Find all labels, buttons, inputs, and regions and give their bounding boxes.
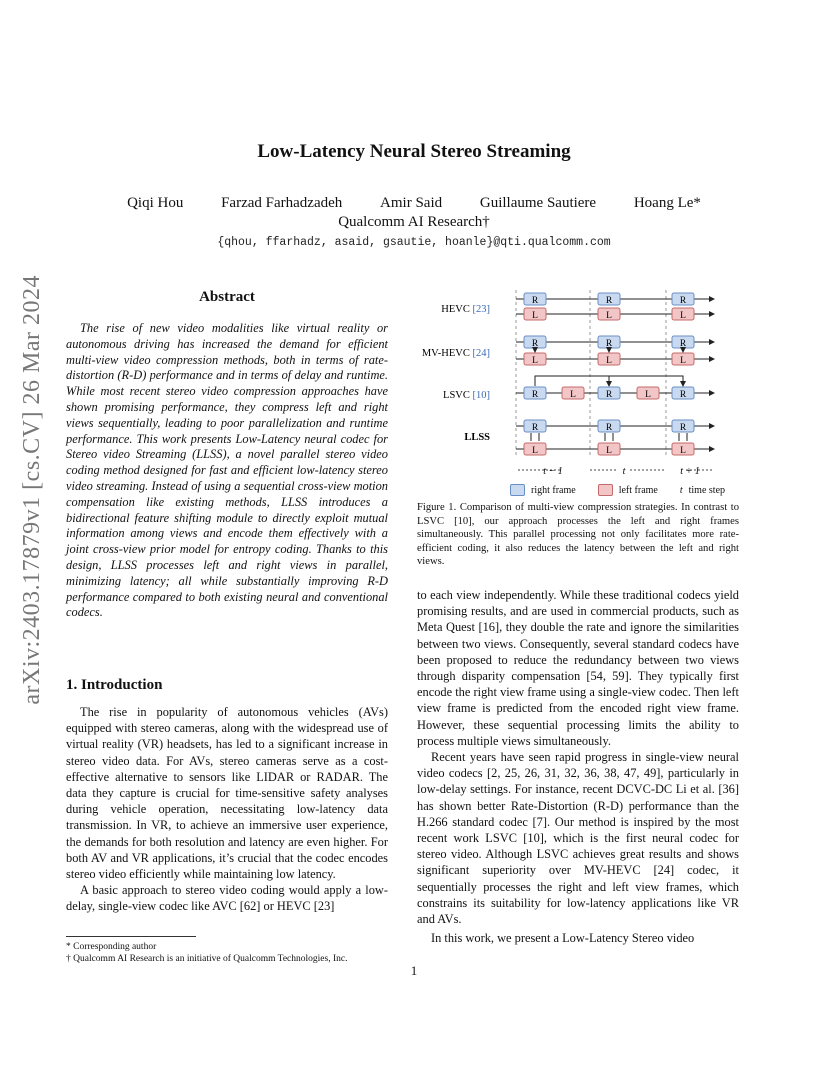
figure-diagram <box>412 286 742 498</box>
page-number: 1 <box>410 963 418 978</box>
svg-text:L: L <box>606 311 612 321</box>
abstract-heading: Abstract <box>199 289 255 305</box>
paragraph: A basic approach to stereo video coding would apply a low-delay, single-view codec like AVC [62] or HEVC [23] <box>66 883 388 914</box>
arxiv-stamp <box>12 275 52 705</box>
author-list <box>0 195 828 212</box>
paragraph: The rise in popularity of autonomous vehicles (AVs) equipped with stereo cameras, along with the widespread use of virtual reality (VR) headsets, has led to a significant increase in stereo video data. For AVs, stereo cameras serve as a cost-effective alternative to sensors like LIDAR or RADAR. The data they capture is crucial for time-sensitive safety analyses during vehicle operation, necessitating low-latency data transmission. In VR, to achieve an immersive user experience, the demands for both resolution and latency are even higher. For both AV and VR applications, it’s crucial that the codec encodes stereo video efficiently while maintaining low latency. <box>66 705 388 882</box>
paragraph: Recent years have seen rapid progress in single-view neural video codecs [2, 25, 26, 31, 32, 36, 38, 47, 49], particularly in low-delay settings. For instance, recent DCVC-DC Li et al. [36] has shown better Rate-Distortion (R-D) performance than the H.266 standard codec [7]. Our method is inspired by the most recent work LSVC [10], which is the first neural codec for stereo video. Although LSVC achieves great results and shows significant superiority over MV-HEVC [24] codec, it sequentially processes the right and left view frames, which constrains its suitability for low-latency applications like VR and AVs. <box>417 750 739 927</box>
svg-text:R: R <box>531 339 539 349</box>
row-label-llss: LLSS <box>464 432 490 443</box>
time-symbol: t <box>679 484 683 496</box>
row-label-hevc: HEVC [23] <box>441 304 490 315</box>
legend-time: time step <box>688 484 726 496</box>
legend-right: right frame <box>531 484 576 496</box>
svg-text:R: R <box>679 390 687 400</box>
author: Hoang Le* <box>633 195 701 211</box>
lsvc-row <box>516 376 714 400</box>
svg-text:L: L <box>532 446 538 456</box>
author: Guillaume Sautiere <box>479 195 597 211</box>
row-label-lsvc: LSVC [10] <box>443 390 490 401</box>
svg-text:L: L <box>680 446 686 456</box>
svg-text:L: L <box>606 446 612 456</box>
mvhevc-row <box>516 336 714 366</box>
time-label: t − 1 <box>543 466 563 477</box>
legend-left: left frame <box>618 484 658 496</box>
svg-text:L: L <box>680 311 686 321</box>
hevc-row <box>516 293 714 321</box>
svg-text:R: R <box>679 339 687 349</box>
left-frame-swatch <box>598 484 613 496</box>
svg-text:L: L <box>645 390 651 400</box>
time-label: t <box>622 466 626 477</box>
figure-caption: Figure 1. Comparison of multi-view compression strategies. In contrast to LSVC [10], our approach processes the left and right frames simultaneously. This parallel processing not only facilitates more rate-efficient coding, it also reduces the latency between the left and right views. <box>417 502 739 567</box>
paragraph: to each view independently. While these traditional codecs yield promising results, and are used in commercial products, such as Meta Quest [16], they double the rate and ignore the similarities between two views. Consequently, several standard codecs have been proposed to reduce the redundancy between two views through disparity compensation [54, 59]. They typically first encode the right view frame using a single-view codec. Then left view frame is predicted from the encoded right view frame. However, these sequential processing limits the ability to process multiple views simultaneously. <box>417 588 739 748</box>
svg-text:L: L <box>532 356 538 366</box>
affiliation: Qualcomm AI Research† <box>338 214 490 230</box>
intro-column-left <box>66 704 388 915</box>
svg-text:L: L <box>532 311 538 321</box>
author-emails: {qhou, ffarhadz, asaid, gsautie, hoanle}@qti.qualcomm.com <box>217 236 611 249</box>
paper-title: Low-Latency Neural Stereo Streaming <box>257 141 571 162</box>
svg-text:R: R <box>605 339 613 349</box>
author: Farzad Farhadzadeh <box>221 195 343 211</box>
svg-text:L: L <box>606 356 612 366</box>
intro-column-right <box>417 587 739 946</box>
figure-legend <box>510 484 725 496</box>
abstract-text: The rise of new video modalities like virtual reality or autonomous driving has increased the demand for efficient multi-view video compression methods, both in terms of rate-distortion (R-D) performance and in terms of delay and runtime. While most recent stereo video compression approaches have shown promising performance, they compress left and right views sequentially, leading to poor parallelization and runtime performance. This work presents Low-Latency neural codec for Stereo video Streaming (LLSS), a novel parallel stereo video coding method designed for fast and efficient low-latency stereo video streaming. Instead of using a sequential cross-view motion compensation like existing methods, LLSS introduces a bidirectional feature shifting module to directly exploit mutual information among views and encode them effectively with a joint cross-view prior model for entropy coding. Thanks to this design, LLSS processes left and right views in parallel, minimizing latency; all while substantially improving R-D performance compared to both existing neural and conventional codecs. <box>66 321 388 620</box>
svg-text:R: R <box>531 296 539 306</box>
svg-text:R: R <box>531 390 539 400</box>
right-frame-swatch <box>510 484 525 496</box>
llss-row <box>516 420 714 456</box>
footnote: * Corresponding author <box>66 942 157 952</box>
time-axis <box>518 466 712 477</box>
time-label: t + 1 <box>680 466 700 477</box>
svg-text:L: L <box>570 390 576 400</box>
svg-text:R: R <box>605 390 613 400</box>
svg-text:R: R <box>679 423 687 433</box>
footnote: † Qualcomm AI Research is an initiative of Qualcomm Technologies, Inc. <box>66 954 348 964</box>
paragraph: In this work, we present a Low-Latency Stereo video <box>431 931 695 946</box>
svg-text:R: R <box>605 423 613 433</box>
row-label-mvhevc: MV-HEVC [24] <box>421 348 490 359</box>
svg-text:R: R <box>605 296 613 306</box>
author: Qiqi Hou <box>127 195 184 211</box>
section-heading: 1. Introduction <box>66 677 163 693</box>
arxiv-stamp-text: arXiv:2403.17879v1 [cs.CV] 26 Mar 2024 <box>18 275 45 705</box>
footnote-rule <box>66 936 196 937</box>
author: Amir Said <box>380 195 443 211</box>
svg-text:R: R <box>679 296 687 306</box>
svg-text:L: L <box>680 356 686 366</box>
svg-text:R: R <box>531 423 539 433</box>
figure-1 <box>412 286 742 498</box>
